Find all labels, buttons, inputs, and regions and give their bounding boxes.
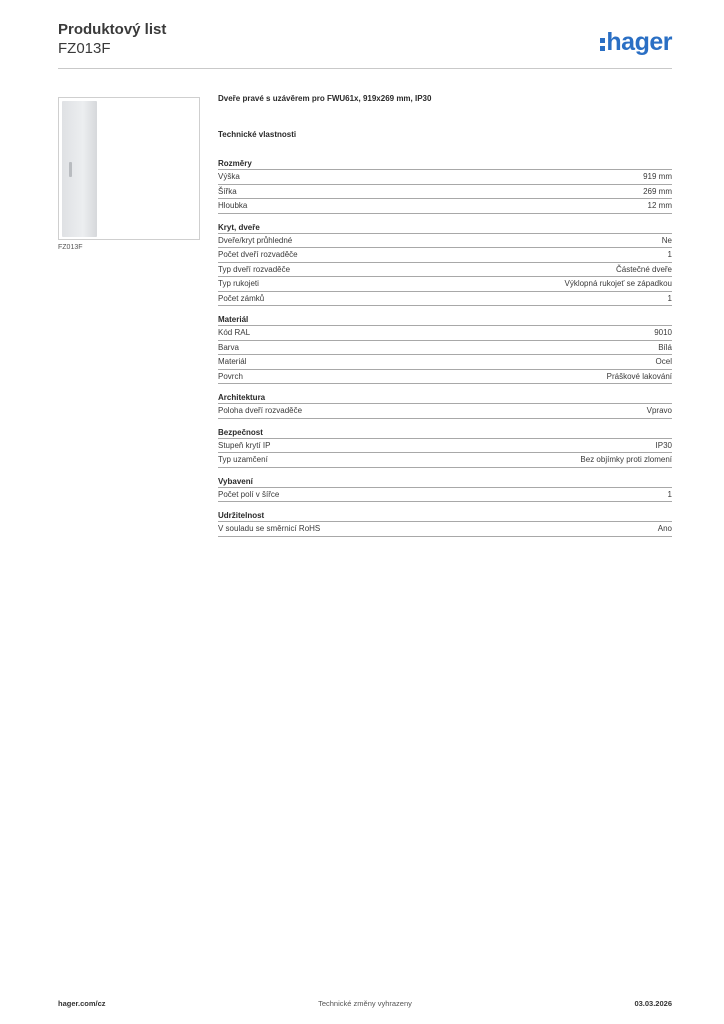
footer-date: 03.03.2026 bbox=[634, 999, 672, 1008]
spec-label: Typ rukojeti bbox=[218, 279, 259, 288]
spec-group-title: Materiál bbox=[218, 314, 672, 326]
spec-row bbox=[218, 326, 672, 341]
spec-row bbox=[218, 355, 672, 370]
spec-group-title: Kryt, dveře bbox=[218, 222, 672, 234]
spec-label: Počet zámků bbox=[218, 293, 265, 303]
spec-group bbox=[218, 476, 672, 503]
spec-groups bbox=[218, 158, 672, 537]
spec-label: Počet polí v šířce bbox=[218, 489, 280, 499]
spec-value: Bílá bbox=[658, 342, 672, 352]
spec-row bbox=[218, 404, 672, 419]
spec-group-title: Udržitelnost bbox=[218, 510, 672, 522]
spec-label: Výška bbox=[218, 172, 240, 181]
product-image-caption: FZ013F bbox=[58, 244, 83, 251]
spec-row bbox=[218, 263, 672, 278]
spec-row bbox=[218, 234, 672, 249]
spec-group-title: Architektura bbox=[218, 392, 672, 404]
spec-label: Hloubka bbox=[218, 201, 248, 210]
spec-row bbox=[218, 185, 672, 200]
logo-text: hager bbox=[606, 28, 672, 56]
spec-value: Práškové lakování bbox=[606, 371, 672, 381]
spec-label: V souladu se směrnicí RoHS bbox=[218, 524, 321, 533]
spec-value: 1 bbox=[667, 489, 672, 499]
spec-group-title: Rozměry bbox=[218, 158, 672, 170]
hager-logo bbox=[600, 28, 672, 57]
spec-value: Vpravo bbox=[646, 406, 672, 415]
spec-group bbox=[218, 427, 672, 468]
spec-row bbox=[218, 170, 672, 185]
spec-label: Poloha dveří rozvaděče bbox=[218, 406, 303, 415]
spec-value: Částečné dveře bbox=[615, 264, 672, 274]
spec-row bbox=[218, 341, 672, 356]
spec-value: 9010 bbox=[654, 328, 672, 337]
section-heading: Technické vlastnosti bbox=[218, 130, 297, 139]
spec-label: Dveře/kryt průhledné bbox=[218, 235, 293, 245]
door-panel-illustration bbox=[62, 101, 97, 237]
spec-value: Bez objímky proti zlomení bbox=[580, 455, 672, 464]
page-title: Produktový list bbox=[58, 21, 167, 38]
spec-row bbox=[218, 292, 672, 307]
spec-group bbox=[218, 222, 672, 307]
spec-label: Stupeň krytí IP bbox=[218, 440, 271, 450]
spec-group-title: Vybavení bbox=[218, 476, 672, 488]
spec-value: 1 bbox=[667, 293, 672, 303]
product-code: FZ013F bbox=[58, 40, 111, 57]
spec-value: Ne bbox=[661, 235, 672, 245]
spec-row bbox=[218, 453, 672, 468]
spec-group bbox=[218, 158, 672, 214]
spec-row bbox=[218, 370, 672, 385]
footer-notice: Technické změny vyhrazeny bbox=[318, 999, 412, 1008]
door-handle-illustration bbox=[69, 162, 72, 177]
spec-label: Počet dveří rozvaděče bbox=[218, 250, 298, 259]
spec-group-title: Bezpečnost bbox=[218, 427, 672, 439]
spec-row bbox=[218, 488, 672, 503]
spec-row bbox=[218, 277, 672, 292]
product-description: Dveře pravé s uzávěrem pro FWU61x, 919x269 mm, IP30 bbox=[218, 94, 432, 103]
spec-row bbox=[218, 199, 672, 214]
spec-value: 12 mm bbox=[647, 201, 672, 210]
spec-value: 269 mm bbox=[643, 186, 672, 196]
spec-label: Barva bbox=[218, 342, 239, 352]
spec-value: 919 mm bbox=[643, 172, 672, 181]
spec-label: Povrch bbox=[218, 371, 243, 381]
header-divider bbox=[58, 68, 672, 69]
product-image bbox=[58, 97, 200, 240]
spec-label: Kód RAL bbox=[218, 328, 251, 337]
spec-label: Materiál bbox=[218, 357, 247, 366]
spec-value: 1 bbox=[667, 250, 672, 259]
spec-row bbox=[218, 522, 672, 537]
spec-label: Typ dveří rozvaděče bbox=[218, 264, 291, 274]
specifications bbox=[218, 94, 672, 545]
spec-label: Šířka bbox=[218, 186, 237, 196]
spec-label: Typ uzamčení bbox=[218, 455, 268, 464]
footer-website-link[interactable]: hager.com/cz bbox=[58, 999, 106, 1008]
page-header bbox=[58, 20, 672, 58]
spec-row bbox=[218, 248, 672, 263]
spec-group bbox=[218, 314, 672, 384]
spec-value: IP30 bbox=[655, 440, 672, 450]
spec-group bbox=[218, 510, 672, 537]
spec-value: Ocel bbox=[655, 357, 672, 366]
spec-group bbox=[218, 392, 672, 419]
spec-value: Výklopná rukojeť se západkou bbox=[564, 279, 672, 288]
spec-value: Ano bbox=[657, 524, 672, 533]
spec-row bbox=[218, 439, 672, 454]
